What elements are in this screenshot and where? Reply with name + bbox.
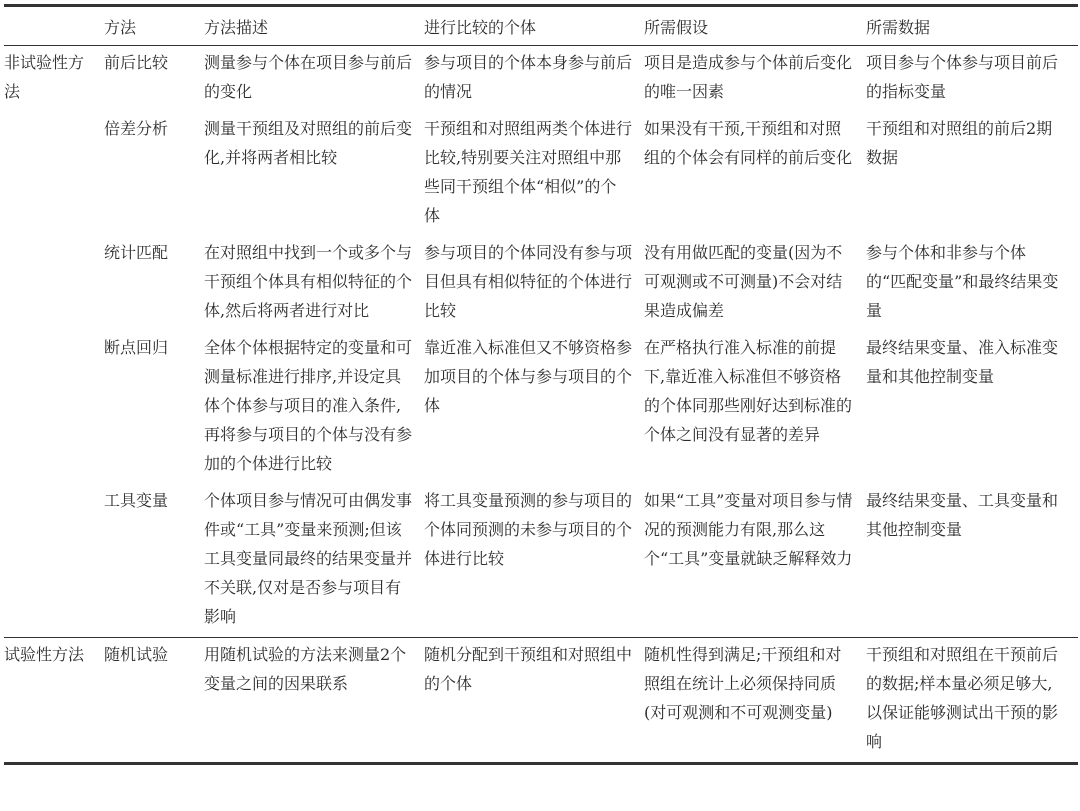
data-cell: 干预组和对照组的前后2期数据 — [866, 119, 1053, 167]
assumption-cell: 在严格执行准入标准的前提下,靠近准入标准但不够资格的个体同那些刚好达到标准的个体之间没有显著的差异 — [644, 338, 853, 444]
assumption-cell: 项目是造成参与个体前后变化的唯一因素 — [644, 53, 853, 101]
header-method: 方法 — [104, 17, 137, 37]
assumption-cell: 没有用做匹配的变量(因为不可观测或不可测量)不会对结果造成偏差 — [644, 243, 843, 320]
comparison-cell: 随机分配到干预组和对照组中的个体 — [424, 645, 633, 693]
header-description: 方法描述 — [204, 17, 269, 37]
description-cell: 在对照组中找到一个或多个与干预组个体具有相似特征的个体,然后将两者进行对比 — [204, 243, 413, 320]
table-row — [4, 236, 1078, 331]
table-row — [4, 331, 1078, 484]
assumption-cell: 随机性得到满足;干预组和对照组在统计上必须保持同质(对可观测和不可观测变量) — [644, 645, 842, 722]
comparison-cell: 干预组和对照组两类个体进行比较,特别要关注对照组中那些同干预组个体“相似”的个体 — [424, 119, 633, 225]
header-row — [4, 6, 1078, 46]
comparison-cell: 参与项目的个体本身参与前后的情况 — [424, 53, 633, 101]
header-data: 所需数据 — [866, 17, 931, 37]
data-cell: 干预组和对照组在干预前后的数据;样本量必须足够大,以保证能够测试出干预的影响 — [866, 645, 1059, 751]
category-cell: 试验性方法 — [4, 645, 85, 664]
description-cell: 个体项目参与情况可由偶发事件或“工具”变量来预测;但该工具变量同最终的结果变量并不关联,仅对是否参与项目有影响 — [204, 491, 413, 626]
comparison-cell: 将工具变量预测的参与项目的个体同预测的未参与项目的个体进行比较 — [424, 491, 633, 568]
method-cell: 工具变量 — [104, 491, 169, 510]
table-row — [4, 484, 1078, 638]
data-cell: 最终结果变量、工具变量和其他控制变量 — [866, 491, 1059, 539]
assumption-cell: 如果没有干预,干预组和对照组的个体会有同样的前后变化 — [644, 119, 853, 167]
table-row — [4, 112, 1078, 236]
method-cell: 随机试验 — [104, 645, 169, 664]
comparison-cell: 参与项目的个体同没有参与项目但具有相似特征的个体进行比较 — [424, 243, 633, 320]
assumption-cell: 如果“工具”变量对项目参与情况的预测能力有限,那么这个“工具”变量就缺乏解释效力 — [644, 491, 853, 568]
method-cell: 倍差分析 — [104, 119, 169, 138]
data-cell: 最终结果变量、准入标准变量和其他控制变量 — [866, 338, 1059, 386]
description-cell: 测量参与个体在项目参与前后的变化 — [204, 53, 413, 101]
method-cell: 断点回归 — [104, 338, 169, 357]
data-cell: 项目参与个体参与项目前后的指标变量 — [866, 53, 1059, 101]
category-cell: 非试验性方法 — [4, 53, 85, 101]
header-comparison: 进行比较的个体 — [424, 17, 537, 37]
method-cell: 统计匹配 — [104, 243, 169, 262]
evaluation-methods-table — [4, 4, 1078, 765]
table-row — [4, 638, 1078, 764]
description-cell: 全体个体根据特定的变量和可测量标准进行排序,并设定具体个体参与项目的准入条件,再将参与项目的个体与没有参加的个体进行比较 — [204, 338, 413, 473]
data-cell: 参与个体和非参与个体的“匹配变量”和最终结果变量 — [866, 243, 1059, 320]
table-row — [4, 46, 1078, 113]
description-cell: 用随机试验的方法来测量2个变量之间的因果联系 — [204, 645, 407, 693]
description-cell: 测量干预组及对照组的前后变化,并将两者相比较 — [204, 119, 413, 167]
comparison-cell: 靠近准入标准但又不够资格参加项目的个体与参与项目的个体 — [424, 338, 633, 415]
header-category — [4, 6, 104, 46]
header-assumption: 所需假设 — [644, 17, 709, 37]
method-cell: 前后比较 — [104, 53, 169, 72]
